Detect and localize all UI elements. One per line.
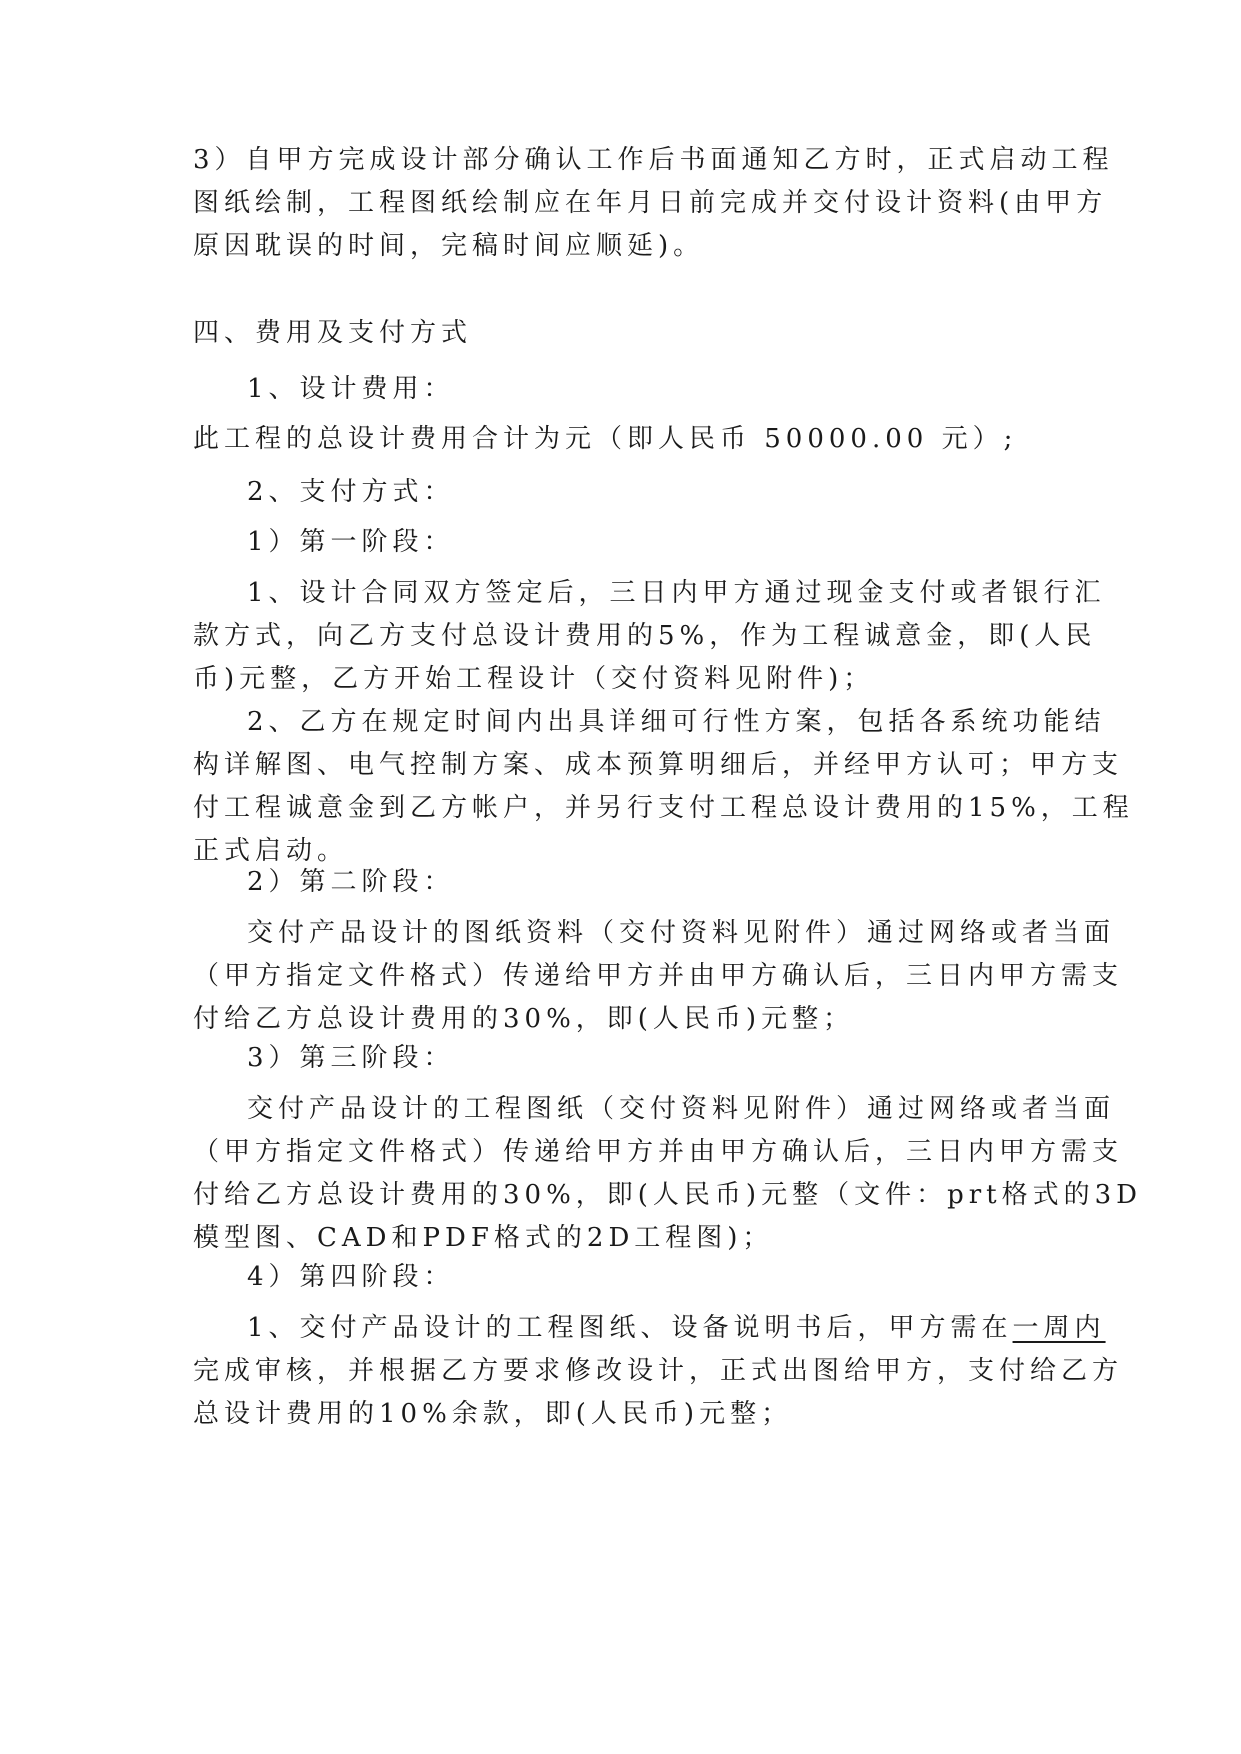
text-line: 付工程诚意金到乙方帐户，并另行支付工程总设计费用的15%，工程	[193, 793, 1134, 823]
text-line: 款方式，向乙方支付总设计费用的5%，作为工程诚意金，即(人民	[193, 621, 1097, 651]
stage1-heading: 1）第一阶段：	[247, 527, 455, 557]
underlined-deadline: 一周内	[1012, 1313, 1106, 1343]
section-title: 四、费用及支付方式	[193, 318, 473, 348]
text-line: 3）自甲方完成设计部分确认工作后书面通知乙方时，正式启动工程	[193, 145, 1114, 175]
text-line: 付给乙方总设计费用的30%，即(人民币)元整；	[193, 1004, 855, 1034]
text-line: （甲方指定文件格式）传递给甲方并由甲方确认后，三日内甲方需支	[193, 961, 1124, 991]
fee-heading: 1、设计费用：	[247, 374, 455, 404]
text-line: 币)元整，乙方开始工程设计（交付资料见附件)；	[193, 664, 875, 694]
text-line: 图纸绘制，工程图纸绘制应在年月日前完成并交付设计资料(由甲方	[193, 188, 1108, 218]
stage3-heading: 3）第三阶段：	[247, 1043, 455, 1073]
fee-text: 此工程的总设计费用合计为元（即人民币 50000.00 元）;	[193, 424, 1018, 454]
stage4-text	[193, 1307, 1124, 1436]
clause-3-3	[193, 139, 1114, 268]
stage2-text	[193, 912, 1124, 1041]
stage1-item1	[193, 572, 1106, 701]
text-line: 正式启动。	[193, 836, 349, 866]
text-line: 1、交付产品设计的工程图纸、设备说明书后，甲方需在	[247, 1313, 1013, 1343]
text-line: 原因耽误的时间，完稿时间应顺延)。	[193, 231, 705, 261]
text-line: （甲方指定文件格式）传递给甲方并由甲方确认后，三日内甲方需支	[193, 1137, 1124, 1167]
stage2-heading: 2）第二阶段：	[247, 867, 455, 897]
stage1-item2	[193, 701, 1134, 873]
stage3-text	[193, 1088, 1142, 1260]
text-line: 模型图、CAD和PDF格式的2D工程图)；	[193, 1223, 774, 1253]
text-line: 2、乙方在规定时间内出具详细可行性方案，包括各系统功能结	[247, 707, 1106, 737]
payment-heading: 2、支付方式：	[247, 477, 455, 507]
text-line: 完成审核，并根据乙方要求修改设计，正式出图给甲方，支付给乙方	[193, 1356, 1124, 1386]
text-line: 总设计费用的10%余款，即(人民币)元整；	[193, 1399, 793, 1429]
text-line: 付给乙方总设计费用的30%，即(人民币)元整（文件：prt格式的3D	[193, 1180, 1142, 1210]
text-line: 交付产品设计的图纸资料（交付资料见附件）通过网络或者当面	[247, 918, 1116, 948]
text-line: 1、设计合同双方签定后，三日内甲方通过现金支付或者银行汇	[247, 578, 1106, 608]
stage4-heading: 4）第四阶段：	[247, 1262, 455, 1292]
text-line: 构详解图、电气控制方案、成本预算明细后，并经甲方认可；甲方支	[193, 750, 1124, 780]
text-line: 交付产品设计的工程图纸（交付资料见附件）通过网络或者当面	[247, 1094, 1116, 1124]
